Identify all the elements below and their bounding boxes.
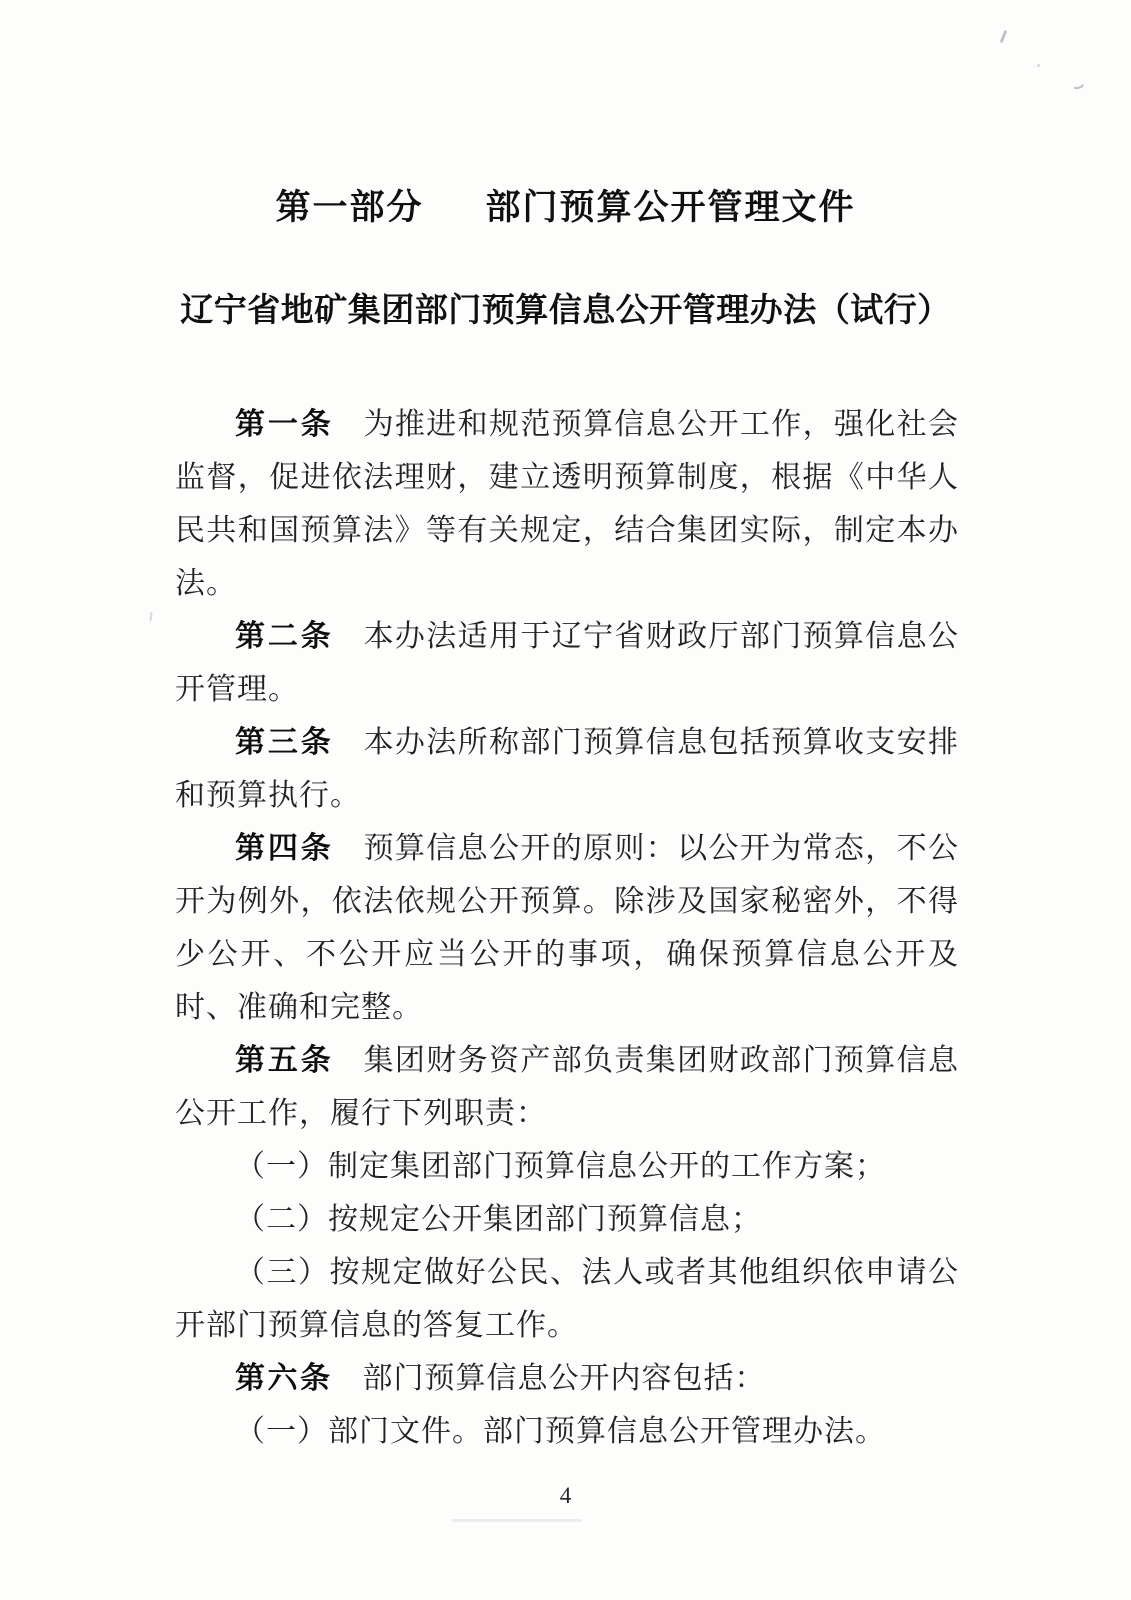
title-part-label: 第一部分 bbox=[275, 188, 424, 227]
scan-speck bbox=[1037, 64, 1040, 67]
title-part-text: 部门预算公开管理文件 bbox=[485, 188, 856, 227]
article-text: 为推进和规范预算信息公开工作，强化社会监督，促进依法理财，建立透明预算制度，根据《中华人民共和国预算法》等有关规定，结合集团实际，制定本办法。 bbox=[175, 408, 960, 600]
article-label: 第二条 bbox=[235, 620, 334, 653]
paragraph bbox=[175, 1193, 959, 1246]
article-text: 本办法所称部门预算信息包括预算收支安排和预算执行。 bbox=[175, 726, 960, 812]
scan-smudge bbox=[452, 1519, 582, 1522]
article-label: 第三条 bbox=[235, 726, 334, 759]
article-text: 集团财务资产部负责集团财政部门预算信息公开工作，履行下列职责： bbox=[175, 1044, 960, 1130]
article-text: （一）制定集团部门预算信息公开的工作方案； bbox=[235, 1150, 886, 1183]
paragraph bbox=[175, 1405, 959, 1458]
article-label: 第五条 bbox=[235, 1044, 334, 1077]
paragraph bbox=[175, 1352, 959, 1405]
paragraph bbox=[175, 1140, 959, 1193]
page-title bbox=[0, 186, 1131, 230]
paragraph bbox=[175, 398, 959, 610]
article-label: 第六条 bbox=[235, 1362, 333, 1395]
article-text: 本办法适用于辽宁省财政厅部门预算信息公开管理。 bbox=[175, 620, 960, 706]
article-text: （一）部门文件。部门预算信息公开管理办法。 bbox=[235, 1415, 886, 1448]
article-text: 预算信息公开的原则：以公开为常态，不公开为例外，依法依规公开预算。除涉及国家秘密外，不得少公开、不公开应当公开的事项，确保预算信息公开及时、准确和完整。 bbox=[175, 832, 960, 1024]
document-body bbox=[175, 398, 959, 1458]
page-number: 4 bbox=[559, 1483, 572, 1508]
document-subtitle: 辽宁省地矿集团部门预算信息公开管理办法（试行） bbox=[180, 291, 951, 328]
scan-speck bbox=[1068, 74, 1086, 91]
article-text: 部门预算信息公开内容包括： bbox=[362, 1362, 766, 1395]
paragraph bbox=[175, 716, 959, 822]
paragraph bbox=[175, 822, 959, 1034]
paragraph bbox=[175, 1034, 959, 1140]
article-text: （二）按规定公开集团部门预算信息； bbox=[235, 1203, 762, 1236]
article-label: 第一条 bbox=[235, 408, 334, 441]
paragraph bbox=[175, 610, 959, 716]
article-label: 第四条 bbox=[235, 832, 334, 865]
scan-speck bbox=[149, 612, 152, 621]
article-text: （三）按规定做好公民、法人或者其他组织依申请公开部门预算信息的答复工作。 bbox=[175, 1256, 959, 1342]
paragraph bbox=[175, 1246, 959, 1352]
scan-speck bbox=[1000, 30, 1008, 43]
